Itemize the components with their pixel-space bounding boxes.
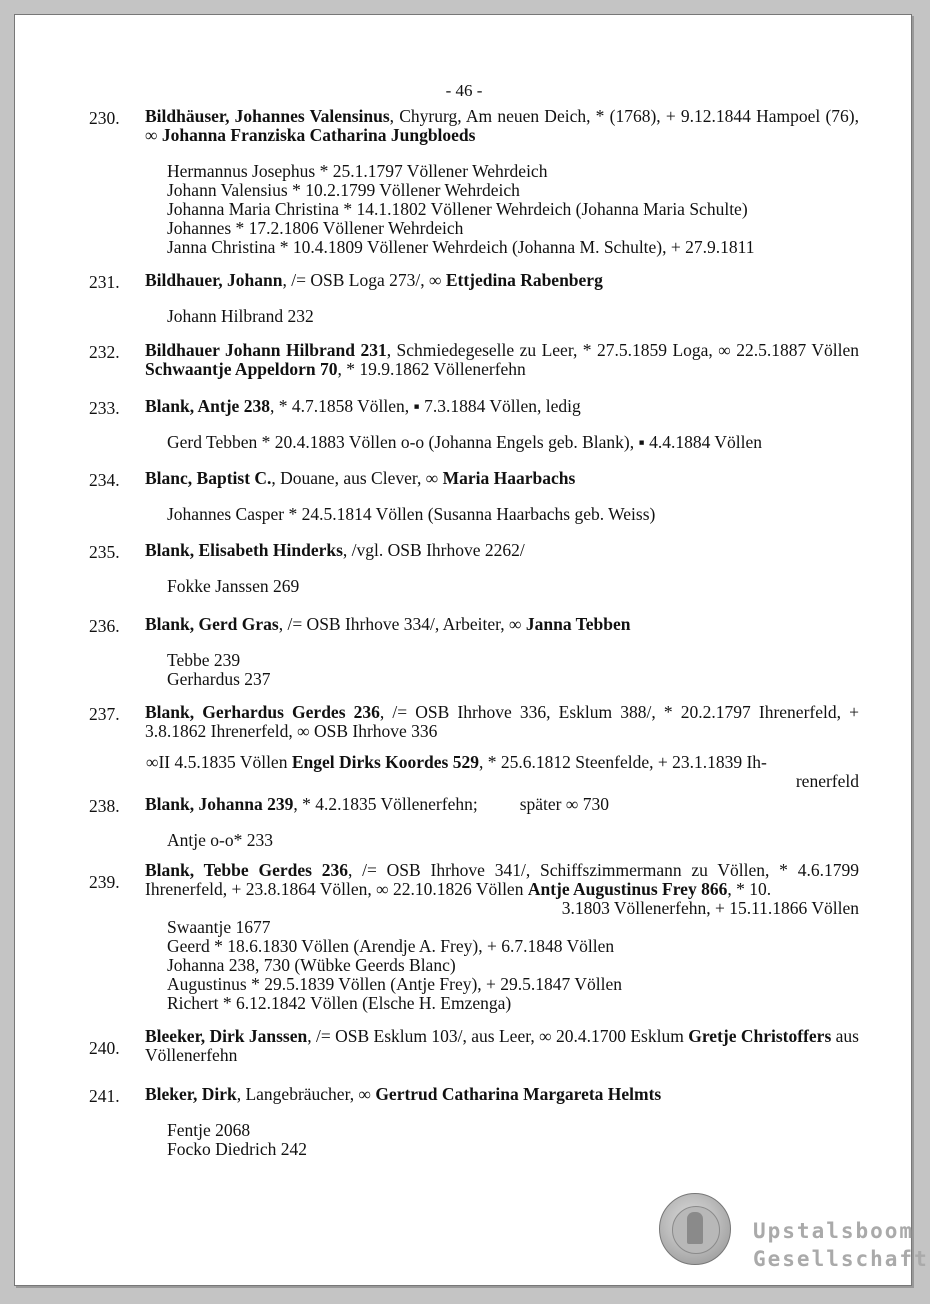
person-name: Blank, Gerd Gras	[145, 614, 279, 634]
list-item: Focko Diedrich 242	[167, 1139, 307, 1159]
entry-detail: später ∞ 730	[519, 794, 609, 814]
entry-number: 232.	[89, 342, 120, 362]
logo-line: Gesellschaft	[753, 1247, 929, 1271]
entry-detail: , /= OSB Ihrhove 341/, Schiffszimmermann zu Völlen, * 4.6.1799 Ihrenerfeld, + 23.8.1864 Völlen, ∞ 22.10.1826 Völlen	[145, 860, 859, 899]
entry-number: 230.	[89, 108, 120, 128]
list-item: Janna Christina * 10.4.1809 Völlener Wehrdeich (Johanna M. Schulte), + 27.9.1811	[167, 237, 755, 257]
entry-detail: , * 10.	[727, 879, 772, 899]
entry	[89, 615, 859, 689]
children-list	[167, 577, 859, 596]
logo-line: Upstalsboom	[753, 1219, 915, 1243]
entry-number: 235.	[89, 542, 120, 562]
seal-logo-icon	[659, 1193, 731, 1265]
page-number: - 46 -	[445, 81, 483, 100]
list-item: Johannes Casper * 24.5.1814 Völlen (Susanna Haarbachs geb. Weiss)	[167, 504, 656, 524]
entry-detail: 3.1803 Völlenerfehn, + 15.11.1866 Völlen	[561, 898, 859, 918]
spouse-name: Johanna Franziska Catharina Jungbloeds	[161, 125, 476, 145]
entry-detail: , /= OSB Esklum 103/, aus Leer, ∞ 20.4.1700 Esklum	[307, 1026, 689, 1046]
note-text: renerfeld	[795, 771, 859, 791]
spouse-name: Schwaantje Appeldorn 70	[145, 359, 338, 379]
entry	[89, 107, 859, 257]
person-name: Blank, Antje 238	[145, 396, 270, 416]
children-list	[167, 918, 859, 1013]
entry-text	[145, 703, 859, 741]
person-name: Blanc, Baptist C.	[145, 468, 272, 488]
entry-detail: , Douane, aus Clever, ∞	[271, 468, 443, 488]
entry-text	[145, 541, 859, 560]
list-item: Johann Valensius * 10.2.1799 Völlener Wehrdeich	[167, 180, 520, 200]
list-item: Geerd * 18.6.1830 Völlen (Arendje A. Frey), + 6.7.1848 Völlen	[167, 936, 615, 956]
entry-number: 233.	[89, 398, 120, 418]
spouse-name: Gertrud Catharina Margareta Helmts	[375, 1084, 662, 1104]
list-item: Johann Hilbrand 232	[167, 306, 314, 326]
note-text: , * 25.6.1812 Steenfelde, + 23.1.1839 Ih-	[479, 752, 767, 772]
spouse-name: Gretje Christoffers	[688, 1026, 832, 1046]
list-item: Richert * 6.12.1842 Völlen (Elsche H. Emzenga)	[167, 993, 512, 1013]
spouse-name: Maria Haarbachs	[442, 468, 576, 488]
entry-detail: , Langebräucher, ∞	[236, 1084, 376, 1104]
list-item: Fentje 2068	[167, 1120, 251, 1140]
society-logo-text	[753, 1217, 929, 1273]
entry-number: 239.	[89, 872, 120, 892]
list-item: Gerd Tebben * 20.4.1883 Völlen o-o (Johanna Engels geb. Blank), ▪ 4.4.1884 Völlen	[167, 432, 763, 452]
entry-text	[145, 107, 859, 145]
list-item: Tebbe 239	[167, 650, 241, 670]
marriage-note	[146, 753, 859, 772]
person-name: Bleker, Dirk	[145, 1084, 237, 1104]
list-item: Swaantje 1677	[167, 917, 271, 937]
entry-text	[145, 1027, 859, 1065]
entry-text	[145, 397, 859, 416]
list-item: Hermannus Josephus * 25.1.1797 Völlener Wehrdeich	[167, 161, 548, 181]
entry-text	[145, 615, 859, 634]
person-name: Blank, Johanna 239	[145, 794, 294, 814]
entry-number: 231.	[89, 272, 120, 292]
person-name: Bildhauer Johann Hilbrand 231	[145, 340, 387, 360]
person-name: Blank, Gerhardus Gerdes 236	[145, 702, 380, 722]
entry-detail: , Chyrurg, Am neuen Deich, * (1768), + 9.12.1844 Hampoel (76), ∞	[145, 106, 859, 145]
entry-text	[145, 271, 859, 290]
children-list	[167, 831, 859, 850]
children-list	[167, 505, 859, 524]
spouse-name: Engel Dirks Koordes 529	[291, 752, 479, 772]
entry	[89, 1027, 859, 1065]
entry-number: 236.	[89, 616, 120, 636]
entry-detail: , * 19.9.1862 Völlenerfehn	[337, 359, 526, 379]
entry-detail: aus Völlenerfehn	[145, 1026, 859, 1065]
list-item: Fokke Janssen 269	[167, 576, 300, 596]
entry	[89, 469, 859, 524]
spouse-name: Janna Tebben	[525, 614, 631, 634]
entry-text	[145, 1085, 859, 1104]
entry-number: 238.	[89, 796, 120, 816]
entry-text	[145, 795, 859, 814]
children-list	[167, 433, 859, 452]
children-list	[167, 1121, 859, 1159]
list-item: Augustinus * 29.5.1839 Völlen (Antje Frey), + 29.5.1847 Völlen	[167, 974, 622, 994]
entry-number: 237.	[89, 704, 120, 724]
person-name: Bildhauer, Johann	[145, 270, 283, 290]
children-list	[167, 162, 859, 257]
children-list	[167, 651, 859, 689]
children-list	[167, 307, 859, 326]
entry-text	[145, 341, 859, 379]
entry	[89, 271, 859, 326]
person-name: Bleeker, Dirk Janssen	[145, 1026, 308, 1046]
entry-text	[145, 469, 859, 488]
entry	[89, 541, 859, 596]
entry-number: 240.	[89, 1038, 120, 1058]
entry-text	[145, 861, 859, 899]
note-text: ∞II 4.5.1835 Völlen	[146, 752, 292, 772]
list-item: Gerhardus 237	[167, 669, 271, 689]
person-name: Blank, Elisabeth Hinderks	[145, 540, 343, 560]
entry	[89, 861, 859, 1013]
entry	[89, 1085, 859, 1159]
list-item: Johannes * 17.2.1806 Völlener Wehrdeich	[167, 218, 464, 238]
person-name: Blank, Tebbe Gerdes 236	[145, 860, 348, 880]
entry	[89, 341, 859, 379]
document-page	[14, 14, 929, 1286]
entry	[89, 703, 859, 791]
entry-detail: , * 4.2.1835 Völlenerfehn;	[293, 794, 478, 814]
list-item: Antje o-o* 233	[167, 830, 273, 850]
spouse-name: Antje Augustinus Frey 866	[527, 879, 728, 899]
entry-number: 241.	[89, 1086, 120, 1106]
list-item: Johanna 238, 730 (Wübke Geerds Blanc)	[167, 955, 456, 975]
entry-number: 234.	[89, 470, 120, 490]
entry	[89, 795, 859, 850]
spouse-name: Ettjedina Rabenberg	[445, 270, 603, 290]
entry	[89, 397, 859, 452]
person-name: Bildhäuser, Johannes Valensinus	[145, 106, 390, 126]
list-item: Johanna Maria Christina * 14.1.1802 Völlener Wehrdeich (Johanna Maria Schulte)	[167, 199, 748, 219]
entry-detail: , Schmiedegeselle zu Leer, * 27.5.1859 Loga, ∞ 22.5.1887 Völlen	[386, 340, 859, 360]
entry-detail: , /= OSB Loga 273/, ∞	[282, 270, 446, 290]
entry-detail: , * 4.7.1858 Völlen, ▪ 7.3.1884 Völlen, ledig	[269, 396, 581, 416]
entry-detail: , /vgl. OSB Ihrhove 2262/	[342, 540, 525, 560]
entry-detail: , /= OSB Ihrhove 336, Esklum 388/, * 20.2.1797 Ihrenerfeld, + 3.8.1862 Ihrenerfeld, ∞ OSB Ihrhove 336	[145, 702, 859, 741]
entry-detail: , /= OSB Ihrhove 334/, Arbeiter, ∞	[278, 614, 526, 634]
